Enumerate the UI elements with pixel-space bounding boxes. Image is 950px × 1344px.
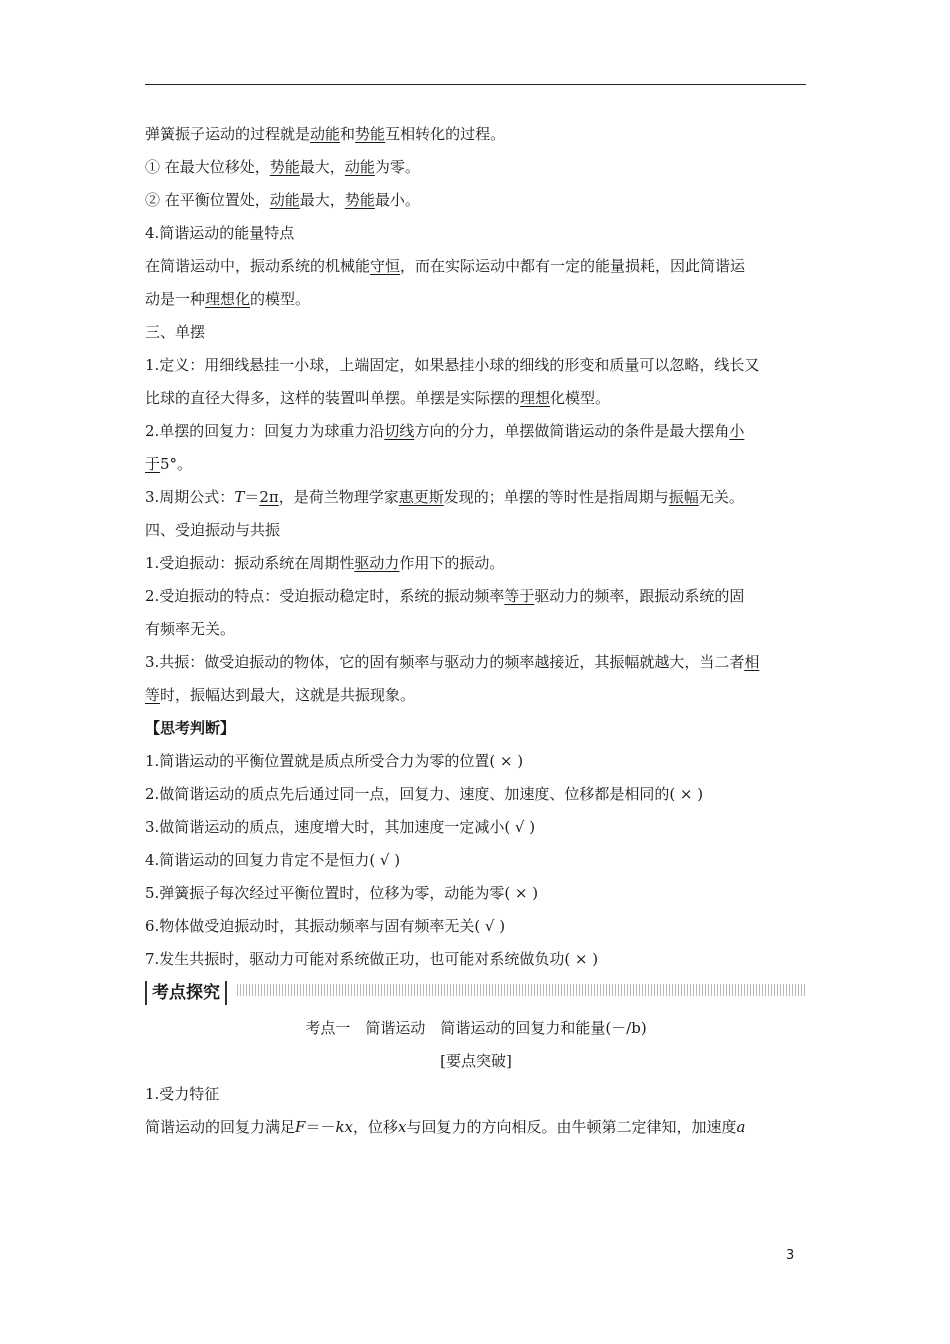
document-body xyxy=(145,118,807,1144)
section-banner xyxy=(145,978,807,1012)
pendulum-force-a: 2.单摆的回复力：回复力为球重力沿切线方向的分力，单摆做简谐运动的条件是最大摆角小 xyxy=(145,422,745,440)
energy-para-b: 动是一种理想化的模型。 xyxy=(145,290,311,308)
energy-line-1: 弹簧振子运动的过程就是动能和势能互相转化的过程。 xyxy=(145,125,506,143)
section-banner-label: 考点探究 xyxy=(145,981,227,1005)
pendulum-def-b: 比球的直径大得多，这样的装置叫单摆。单摆是实际摆的理想化模型。 xyxy=(145,389,611,407)
energy-line-3: ② 在平衡位置处，动能最大，势能最小。 xyxy=(145,191,420,209)
forced-item-3a: 3.共振：做受迫振动的物体，它的固有频率与驱动力的频率越接近，其振幅就越大，当二者相 xyxy=(145,653,760,671)
judgment-item: 7.发生共振时，驱动力可能对系统做正功，也可能对系统做负功( × ) xyxy=(145,950,599,968)
energy-para-a: 在简谐运动中，振动系统的机械能守恒，而在实际运动中都有一定的能量损耗，因此简谐运 xyxy=(145,257,746,275)
judgment-item: 2.做简谐运动的质点先后通过同一点，回复力、速度、加速度、位移都是相同的( × ) xyxy=(145,785,704,803)
section-subtitle: [要点突破] xyxy=(440,1052,512,1070)
pendulum-force-b: 于5°。 xyxy=(145,455,193,473)
judgment-heading: 【思考判断】 xyxy=(145,719,236,737)
forced-item-1: 1.受迫振动：振动系统在周期性驱动力作用下的振动。 xyxy=(145,554,505,572)
forced-item-2b: 有频率无关。 xyxy=(145,620,236,638)
judgment-item: 4.简谐运动的回复力肯定不是恒力( √ ) xyxy=(145,851,401,869)
judgment-item: 6.物体做受迫振动时，其振动频率与固有频率无关( √ ) xyxy=(145,917,506,935)
energy-heading: 4.简谐运动的能量特点 xyxy=(145,224,295,242)
section-title: 考点一 简谐运动 简谐运动的回复力和能量(－/b) xyxy=(305,1019,647,1037)
page-number: 3 xyxy=(786,1248,795,1263)
forced-heading: 四、受迫振动与共振 xyxy=(145,521,281,539)
judgment-item: 5.弹簧振子每次经过平衡位置时，位移为零，动能为零( × ) xyxy=(145,884,539,902)
section-heading: 1.受力特征 xyxy=(145,1085,220,1103)
section-body: 简谐运动的回复力满足F＝－kx，位移x与回复力的方向相反。由牛顿第二定律知，加速度a xyxy=(145,1118,746,1136)
judgment-item: 1.简谐运动的平衡位置就是质点所受合力为零的位置( × ) xyxy=(145,752,524,770)
pendulum-heading: 三、单摆 xyxy=(145,323,206,341)
energy-line-2: ① 在最大位移处，势能最大，动能为零。 xyxy=(145,158,420,176)
pendulum-def-a: 1.定义：用细线悬挂一小球，上端固定，如果悬挂小球的细线的形变和质量可以忽略，线长又 xyxy=(145,356,760,374)
forced-item-2a: 2.受迫振动的特点：受迫振动稳定时，系统的振动频率等于驱动力的频率，跟振动系统的固 xyxy=(145,587,745,605)
pendulum-period: 3.周期公式：T＝2π，是荷兰物理学家惠更斯发现的；单摆的等时性是指周期与振幅无关。 xyxy=(145,488,744,506)
judgment-item: 3.做简谐运动的质点，速度增大时，其加速度一定减小( √ ) xyxy=(145,818,536,836)
header-rule xyxy=(145,84,806,85)
banner-hatch-decoration xyxy=(237,984,807,996)
forced-item-3b: 等时，振幅达到最大，这就是共振现象。 xyxy=(145,686,416,704)
